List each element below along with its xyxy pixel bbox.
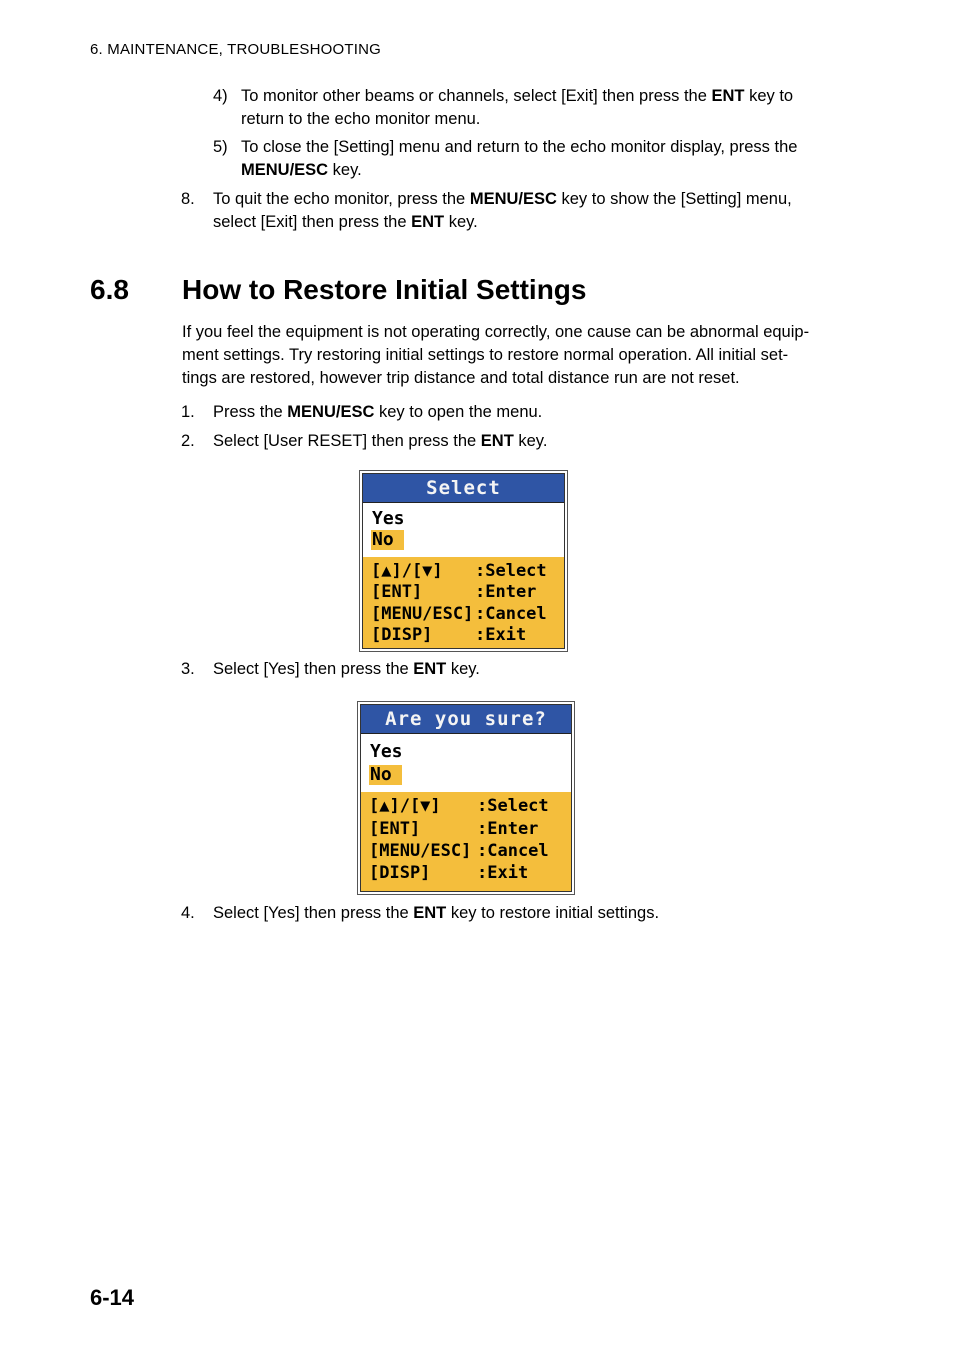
key-name: ENT: [711, 87, 745, 105]
key-guide-row: [371, 604, 560, 625]
key-guide-row: [371, 625, 560, 646]
dialog-choices: [361, 733, 571, 793]
step-text: MENU/ESC key.: [241, 161, 362, 179]
step-text: return to the echo monitor menu.: [241, 110, 481, 128]
option-no[interactable]: No: [371, 530, 404, 550]
step-text: To monitor other beams or channels, select [Exit] then press the ENT key to: [241, 87, 794, 105]
select-dialog: [359, 470, 568, 652]
key-guide-row: [369, 819, 567, 840]
intro-paragraph: [182, 321, 862, 390]
confirm-dialog: [357, 701, 575, 895]
section-number: 6.8: [90, 274, 129, 305]
key-name: MENU/ESC: [287, 403, 375, 421]
key-name: ENT: [413, 660, 447, 678]
running-head: 6. MAINTENANCE, TROUBLESHOOTING: [90, 41, 381, 58]
page-number: 6-14: [90, 1285, 135, 1310]
key-action: :Enter: [477, 819, 539, 839]
steps-1-2: [0, 401, 954, 451]
intro-line: If you feel the equipment is not operating correctly, one cause can be abnormal equip-: [182, 323, 810, 341]
step-text: Select [Yes] then press the ENT key.: [213, 660, 480, 678]
step-number: 2.: [181, 432, 195, 450]
step-number: 4): [213, 87, 228, 105]
key-label: [ENT]: [369, 819, 421, 839]
key-guide: [363, 557, 564, 648]
step-text: To quit the echo monitor, press the MENU/ESC key to show the [Setting] menu,: [213, 190, 792, 208]
key-label: [ENT]: [371, 582, 423, 602]
top-steps: [0, 85, 954, 235]
key-name: ENT: [411, 213, 445, 231]
dialog-title: Are you sure?: [361, 705, 571, 733]
dialog-body: [360, 704, 572, 892]
option-yes[interactable]: Yes: [372, 508, 405, 529]
step-3: [0, 658, 954, 682]
intro-line: tings are restored, however trip distance and total distance run are not reset.: [182, 369, 740, 387]
key-guide-row: [371, 561, 560, 582]
step-text: Press the MENU/ESC key to open the menu.: [213, 403, 543, 421]
step-text: Select [User RESET] then press the ENT key.: [213, 432, 548, 450]
key-action: :Enter: [475, 582, 537, 602]
step-text: To close the [Setting] menu and return to the echo monitor display, press the: [241, 138, 798, 156]
step-text: select [Exit] then press the ENT key.: [213, 213, 478, 231]
key-guide: [361, 792, 571, 891]
step-number: 5): [213, 138, 228, 156]
step-number: 1.: [181, 403, 195, 421]
key-guide-row: [369, 841, 567, 862]
key-name: ENT: [413, 904, 447, 922]
key-label: [MENU/ESC]: [369, 841, 472, 861]
option-yes[interactable]: Yes: [370, 741, 403, 762]
step-number: 4.: [181, 904, 195, 922]
section-title: How to Restore Initial Settings: [182, 274, 587, 305]
key-label: [▲]/[▼]: [371, 561, 443, 581]
option-no[interactable]: No: [369, 765, 402, 785]
key-label: [DISP]: [369, 863, 431, 883]
key-action: :Exit: [477, 863, 529, 883]
key-action: :Cancel: [475, 604, 547, 624]
dialog-body: [362, 473, 565, 649]
key-action: :Select: [477, 796, 549, 816]
key-guide-row: [369, 863, 567, 884]
step-number: 8.: [181, 190, 195, 208]
key-label: [DISP]: [371, 625, 433, 645]
key-action: :Cancel: [477, 841, 549, 861]
key-name: MENU/ESC: [241, 161, 329, 179]
key-label: [MENU/ESC]: [371, 604, 474, 624]
dialog-title: Select: [363, 474, 564, 502]
key-label: [▲]/[▼]: [369, 796, 441, 816]
intro-line: ment settings. Try restoring initial settings to restore normal operation. All initial set-: [182, 346, 789, 364]
step-number: 3.: [181, 660, 195, 678]
key-guide-row: [369, 796, 567, 817]
step-4: [0, 902, 954, 926]
key-guide-row: [371, 582, 560, 603]
key-name: MENU/ESC: [469, 190, 557, 208]
step-text: Select [Yes] then press the ENT key to restore initial settings.: [213, 904, 660, 922]
key-action: :Select: [475, 561, 547, 581]
key-name: ENT: [480, 432, 514, 450]
dialog-choices: [363, 502, 564, 558]
key-action: :Exit: [475, 625, 527, 645]
